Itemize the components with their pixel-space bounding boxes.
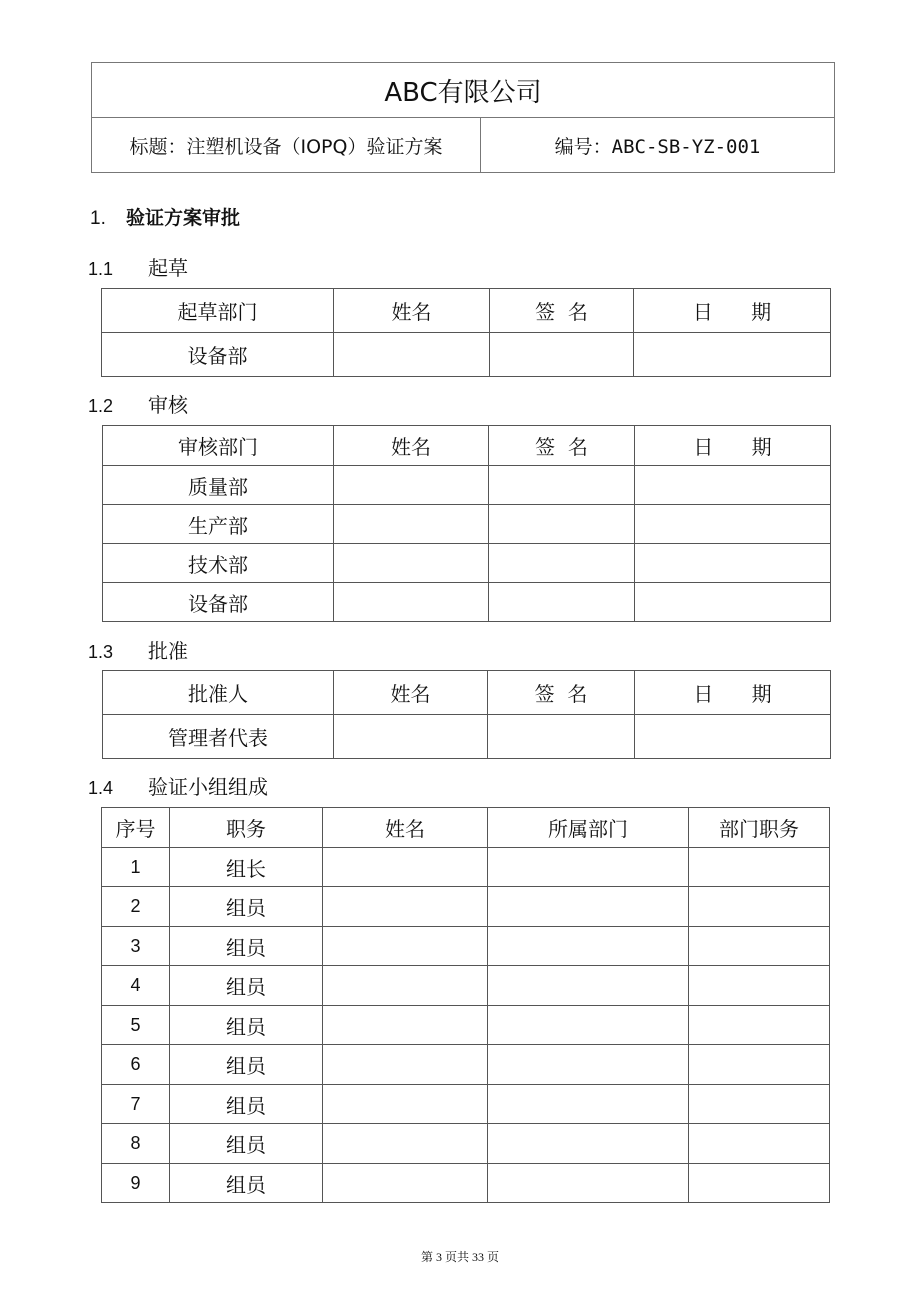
position-cell[interactable] [689, 1085, 830, 1124]
signature-cell[interactable] [489, 466, 635, 505]
table-row [103, 505, 831, 544]
role-cell: 组员 [170, 887, 323, 927]
table-header-cell: 姓名 [334, 671, 488, 715]
position-cell[interactable] [689, 966, 830, 1006]
table-row [102, 966, 830, 1006]
department-cell[interactable] [488, 1006, 689, 1045]
review-table [102, 425, 831, 622]
date-cell[interactable] [635, 544, 831, 583]
subsection-number: 1.4 [88, 778, 114, 798]
table-header-cell: 所属部门 [488, 808, 689, 848]
department-cell: 生产部 [103, 505, 334, 544]
table-row [102, 1085, 830, 1124]
position-cell[interactable] [689, 848, 830, 887]
role-cell: 组员 [170, 1164, 323, 1203]
table-header-cell: 姓名 [334, 289, 490, 333]
subsection-title: 起草 [148, 256, 188, 280]
department-cell[interactable] [488, 1085, 689, 1124]
position-cell[interactable] [689, 1124, 830, 1164]
role-cell: 组员 [170, 1124, 323, 1164]
subsection-heading-team [88, 771, 268, 800]
table-row [102, 927, 830, 966]
table-row [103, 715, 831, 759]
department-cell[interactable] [488, 966, 689, 1006]
table-header-cell: 起草部门 [102, 289, 334, 333]
date-cell[interactable] [635, 505, 831, 544]
subsection-heading-review [88, 389, 188, 418]
position-cell[interactable] [689, 1045, 830, 1085]
role-cell: 组长 [170, 848, 323, 887]
seq-cell: 3 [102, 927, 170, 966]
section-number: 1. [90, 208, 106, 229]
date-cell[interactable] [635, 715, 831, 759]
subsection-number: 1.3 [88, 642, 114, 662]
table-header-cell: 签 名 [489, 426, 635, 466]
name-cell[interactable] [323, 1164, 488, 1203]
document-code: 编号：ABC-SB-YZ-001 [481, 118, 835, 173]
table-header-cell: 日 期 [634, 289, 831, 333]
role-cell: 组员 [170, 1045, 323, 1085]
role-cell: 组员 [170, 966, 323, 1006]
name-cell[interactable] [334, 505, 489, 544]
department-cell: 设备部 [103, 583, 334, 622]
seq-cell: 9 [102, 1164, 170, 1203]
table-header-cell: 职务 [170, 808, 323, 848]
subsection-number: 1.2 [88, 396, 114, 416]
company-name: ABC有限公司 [92, 63, 835, 118]
approver-cell: 管理者代表 [103, 715, 334, 759]
table-header-cell: 姓名 [323, 808, 488, 848]
position-cell[interactable] [689, 927, 830, 966]
table-row [102, 887, 830, 927]
date-cell[interactable] [634, 333, 831, 377]
seq-cell: 6 [102, 1045, 170, 1085]
table-row [103, 544, 831, 583]
signature-cell[interactable] [490, 333, 634, 377]
table-header-cell: 序号 [102, 808, 170, 848]
name-cell[interactable] [323, 1045, 488, 1085]
signature-cell[interactable] [488, 715, 635, 759]
subsection-number: 1.1 [88, 259, 114, 279]
name-cell[interactable] [334, 715, 488, 759]
seq-cell: 1 [102, 848, 170, 887]
department-cell[interactable] [488, 1164, 689, 1203]
subsection-heading-approval [88, 635, 188, 664]
signature-cell[interactable] [489, 505, 635, 544]
date-cell[interactable] [635, 583, 831, 622]
name-cell[interactable] [323, 1085, 488, 1124]
role-cell: 组员 [170, 1006, 323, 1045]
seq-cell: 5 [102, 1006, 170, 1045]
approval-table [102, 670, 831, 759]
page-footer: 第 3 页共 33 页 [420, 1250, 499, 1264]
department-cell: 技术部 [103, 544, 334, 583]
subsection-title: 验证小组组成 [148, 775, 268, 799]
name-cell[interactable] [334, 544, 489, 583]
table-row [102, 1045, 830, 1085]
table-row [103, 466, 831, 505]
seq-cell: 8 [102, 1124, 170, 1164]
table-row [102, 1124, 830, 1164]
section-heading [90, 203, 240, 230]
table-row [102, 333, 831, 377]
department-cell[interactable] [488, 1124, 689, 1164]
department-cell[interactable] [488, 848, 689, 887]
subsection-title: 审核 [148, 393, 188, 417]
position-cell[interactable] [689, 1164, 830, 1203]
name-cell[interactable] [323, 927, 488, 966]
team-table [101, 807, 830, 1203]
name-cell[interactable] [334, 333, 490, 377]
department-cell[interactable] [488, 927, 689, 966]
table-header-cell: 部门职务 [689, 808, 830, 848]
table-header-cell: 姓名 [334, 426, 489, 466]
name-cell[interactable] [323, 966, 488, 1006]
section-title: 验证方案审批 [126, 207, 241, 229]
subsection-title: 批准 [148, 639, 188, 663]
name-cell[interactable] [334, 466, 489, 505]
department-cell[interactable] [488, 1045, 689, 1085]
position-cell[interactable] [689, 887, 830, 927]
name-cell[interactable] [323, 887, 488, 927]
role-cell: 组员 [170, 1085, 323, 1124]
signature-cell[interactable] [489, 544, 635, 583]
seq-cell: 2 [102, 887, 170, 927]
name-cell[interactable] [323, 1124, 488, 1164]
table-header-cell: 审核部门 [103, 426, 334, 466]
document-title: 标题：注塑机设备（IOPQ）验证方案 [92, 118, 481, 173]
document-header [91, 62, 835, 173]
position-cell[interactable] [689, 1006, 830, 1045]
name-cell[interactable] [323, 848, 488, 887]
table-header-cell: 日 期 [635, 671, 831, 715]
draft-table [101, 288, 831, 377]
table-header-cell: 签 名 [490, 289, 634, 333]
table-header-cell: 日 期 [635, 426, 831, 466]
table-row [102, 1006, 830, 1045]
name-cell[interactable] [334, 583, 489, 622]
table-row [102, 1164, 830, 1203]
department-cell: 质量部 [103, 466, 334, 505]
department-cell: 设备部 [102, 333, 334, 377]
name-cell[interactable] [323, 1006, 488, 1045]
signature-cell[interactable] [489, 583, 635, 622]
seq-cell: 4 [102, 966, 170, 1006]
subsection-heading-draft [88, 252, 188, 281]
table-row [103, 583, 831, 622]
table-row [102, 848, 830, 887]
date-cell[interactable] [635, 466, 831, 505]
department-cell[interactable] [488, 887, 689, 927]
table-header-cell: 批准人 [103, 671, 334, 715]
seq-cell: 7 [102, 1085, 170, 1124]
table-header-cell: 签 名 [488, 671, 635, 715]
role-cell: 组员 [170, 927, 323, 966]
